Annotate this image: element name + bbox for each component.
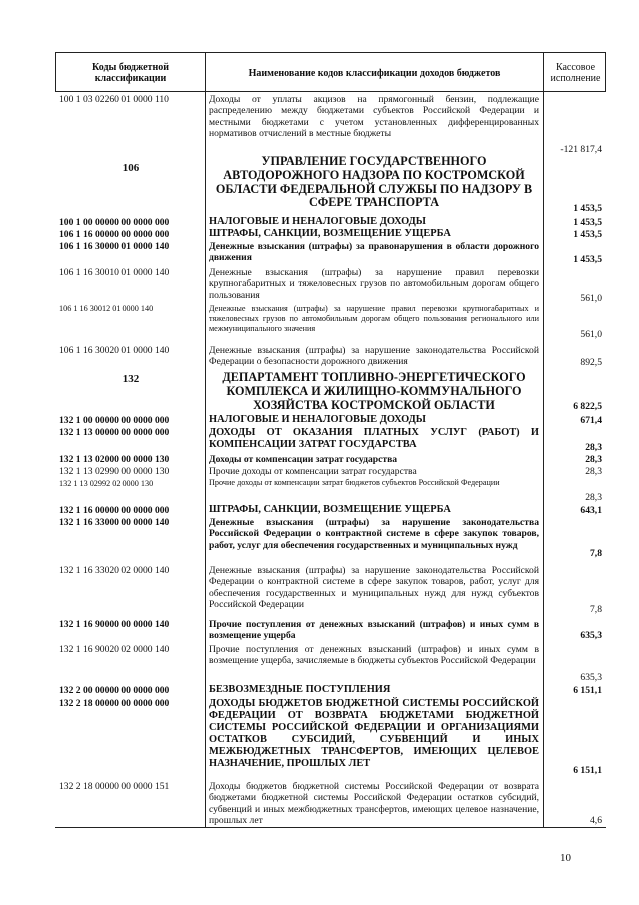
table-row-code: 132 1 13 02990 00 0000 130 (59, 466, 170, 477)
table-row-name: Денежные взыскания (штрафы) за нарушение правил перевозки крупногабаритных и тяжеловесных грузов по автомобильным дорогам общего пользования (209, 267, 539, 301)
table-row-name: Прочие поступления от денежных взысканий (штрафов) и иных сумм в возмещение ущерба (209, 619, 539, 642)
table-row-code: 106 1 16 30012 01 0000 140 (59, 304, 154, 313)
table-row-name: Денежные взыскания (штрафы) за нарушение законодательства Российской Федерации о безопасности дорожного движения (209, 345, 539, 368)
header-name: Наименование кодов классификации доходов бюджетов (206, 53, 544, 93)
table-row-value: 6 151,1 (573, 765, 602, 776)
table-row-value: 635,3 (580, 672, 602, 683)
column-divider (205, 92, 206, 828)
table-row-name: Денежные взыскания (штрафы) за нарушение правил перевозки крупногабаритных и тяжеловесных грузов по автомобильным дорогам общего пользования регионального или межмуниципального значения (209, 304, 539, 333)
table-row-code: 100 1 00 00000 00 0000 000 (59, 217, 170, 228)
table-row-code: 132 1 16 33000 00 0000 140 (59, 517, 170, 528)
table-row-code: 106 1 16 00000 00 0000 000 (59, 229, 170, 240)
budget-table (55, 52, 606, 828)
table-row-value: 671,4 (580, 415, 602, 426)
table-row-code: 132 (122, 373, 140, 385)
table-row-value: -121 817,4 (560, 144, 602, 155)
table-row-name: ДЕПАРТАМЕНТ ТОПЛИВНО-ЭНЕРГЕТИЧЕСКОГО КОМПЛЕКСА И ЖИЛИЩНО-КОММУНАЛЬНОГО ХОЗЯЙСТВА КОСТРОМСКОЙ ОБЛАСТИ (222, 370, 526, 412)
table-header (55, 52, 606, 92)
header-value: Кассовое исполнение (550, 62, 601, 84)
table-row-code: 106 1 16 30020 01 0000 140 (59, 345, 170, 356)
table-row-name: Прочие поступления от денежных взысканий (штрафов) и иных сумм в возмещение ущерба, зачисляемые в бюджеты субъектов Российской Федерации (209, 644, 539, 667)
table-row-value: 892,5 (580, 357, 602, 368)
table-row-code: 106 (122, 162, 140, 174)
table-row-name: Денежные взыскания (штрафы) за нарушение законодательства Российской Федерации о контрактной системе в сфере закупок товаров, работ, услуг для обеспечения государственных и муниципальных нужд (209, 517, 539, 551)
table-row-code: 132 1 13 00000 00 0000 000 (59, 427, 170, 438)
table-row-value: 1 453,5 (573, 254, 602, 265)
table-row-name: НАЛОГОВЫЕ И НЕНАЛОГОВЫЕ ДОХОДЫ (209, 216, 427, 227)
table-row-value: 1 453,5 (573, 217, 602, 228)
table-row-code: 132 2 00 00000 00 0000 000 (59, 685, 170, 696)
table-row-code: 132 2 18 00000 00 0000 000 (59, 698, 170, 709)
table-row-code: 106 1 16 30010 01 0000 140 (59, 267, 170, 278)
table-row-name: УПРАВЛЕНИЕ ГОСУДАРСТВЕННОГО АВТОДОРОЖНОГО НАДЗОРА ПО КОСТРОМСКОЙ ОБЛАСТИ ФЕДЕРАЛЬНОЙ СЛУЖБЫ ПО НАДЗОРУ В СФЕРЕ ТРАНСПОРТА (215, 154, 533, 210)
table-row-value: 7,8 (590, 604, 602, 615)
table-row-value: 643,1 (580, 505, 602, 516)
table-row-value: 7,8 (590, 548, 602, 559)
table-row-value: 1 453,5 (573, 203, 602, 214)
table-row-value: 28,3 (585, 454, 602, 465)
table-row-name: ШТРАФЫ, САНКЦИИ, ВОЗМЕЩЕНИЕ УЩЕРБА (209, 228, 451, 239)
table-row-name: ДОХОДЫ ОТ ОКАЗАНИЯ ПЛАТНЫХ УСЛУГ (РАБОТ) И КОМПЕНСАЦИИ ЗАТРАТ ГОСУДАРСТВА (209, 427, 539, 450)
table-row-name: Доходы от компенсации затрат государства (209, 454, 398, 465)
table-row-code: 132 1 16 00000 00 0000 000 (59, 505, 170, 516)
table-row-name: БЕЗВОЗМЕЗДНЫЕ ПОСТУПЛЕНИЯ (209, 684, 391, 695)
table-row-code: 132 1 16 90000 00 0000 140 (59, 619, 170, 630)
page-number: 10 (560, 852, 571, 864)
header-codes: Коды бюджетной классификации (56, 53, 206, 93)
table-row-code: 132 1 00 00000 00 0000 000 (59, 415, 170, 426)
table-row-value: 561,0 (580, 329, 602, 340)
table-row-code: 100 1 03 02260 01 0000 110 (59, 94, 169, 105)
table-row-name: Прочие доходы от компенсации затрат бюджетов субъектов Российской Федерации (209, 478, 500, 487)
table-row-name: ДОХОДЫ БЮДЖЕТОВ БЮДЖЕТНОЙ СИСТЕМЫ РОССИЙСКОЙ ФЕДЕРАЦИИ ОТ ВОЗВРАТА БЮДЖЕТАМИ БЮДЖЕТНОЙ СИСТЕМЫ РОССИЙСКОЙ ФЕДЕРАЦИИ И ОРГАНИЗАЦИЯМИ ОСТАТКОВ СУБСИДИЙ, СУБВЕНЦИЙ И ИНЫХ МЕЖБЮДЖЕТНЫХ ТРАНСФЕРТОВ, ИМЕЮЩИХ ЦЕЛЕВОЕ НАЗНАЧЕНИЕ, ПРОШЛЫХ ЛЕТ (209, 698, 539, 769)
table-row-code: 132 2 18 00000 00 0000 151 (59, 781, 170, 792)
table-row-value: 6 151,1 (573, 685, 602, 696)
table-row-value: 6 822,5 (573, 401, 602, 412)
table-row-value: 28,3 (585, 442, 602, 453)
table-row-code: 132 1 16 90020 02 0000 140 (59, 644, 170, 655)
table-bottom-border (55, 827, 606, 828)
table-row-code: 132 1 16 33020 02 0000 140 (59, 565, 170, 576)
table-row-value: 28,3 (585, 492, 602, 503)
table-body (55, 92, 606, 828)
table-row-code: 132 1 13 02000 00 0000 130 (59, 454, 170, 465)
table-row-code: 106 1 16 30000 01 0000 140 (59, 241, 170, 252)
table-row-value: 4,6 (590, 815, 602, 826)
table-row-value: 635,3 (580, 630, 602, 641)
table-row-name: Денежные взыскания (штрафы) за нарушение законодательства Российской Федерации о контрактной системе в сфере закупок товаров, работ, услуг для обеспечения государственных и муниципальных нужд для нужд субъектов Российской Федерации (209, 565, 539, 610)
table-row-name: Прочие доходы от компенсации затрат государства (209, 466, 417, 477)
table-row-name: Доходы бюджетов бюджетной системы Российской Федерации от возврата бюджетами бюджетной системы Российской Федерации остатков субсидий, субвенций и иных межбюджетных трансфертов, имеющих целевое назначение, прошлых лет (209, 781, 539, 826)
table-row-name: ШТРАФЫ, САНКЦИИ, ВОЗМЕЩЕНИЕ УЩЕРБА (209, 504, 451, 515)
table-row-value: 1 453,5 (573, 229, 602, 240)
table-row-name: НАЛОГОВЫЕ И НЕНАЛОГОВЫЕ ДОХОДЫ (209, 414, 427, 425)
table-row-value: 28,3 (585, 466, 602, 477)
table-row-name: Доходы от уплаты акцизов на прямогонный бензин, подлежащие распределению между бюджетами субъектов Российской Федерации и местными бюджетами с учетом установленных дифференцированных нормативов отчислений в местные бюджеты (209, 94, 539, 139)
table-row-value: 561,0 (580, 293, 602, 304)
table-row-code: 132 1 13 02992 02 0000 130 (59, 479, 154, 488)
table-row-name: Денежные взыскания (штрафы) за правонарушения в области дорожного движения (209, 241, 539, 264)
